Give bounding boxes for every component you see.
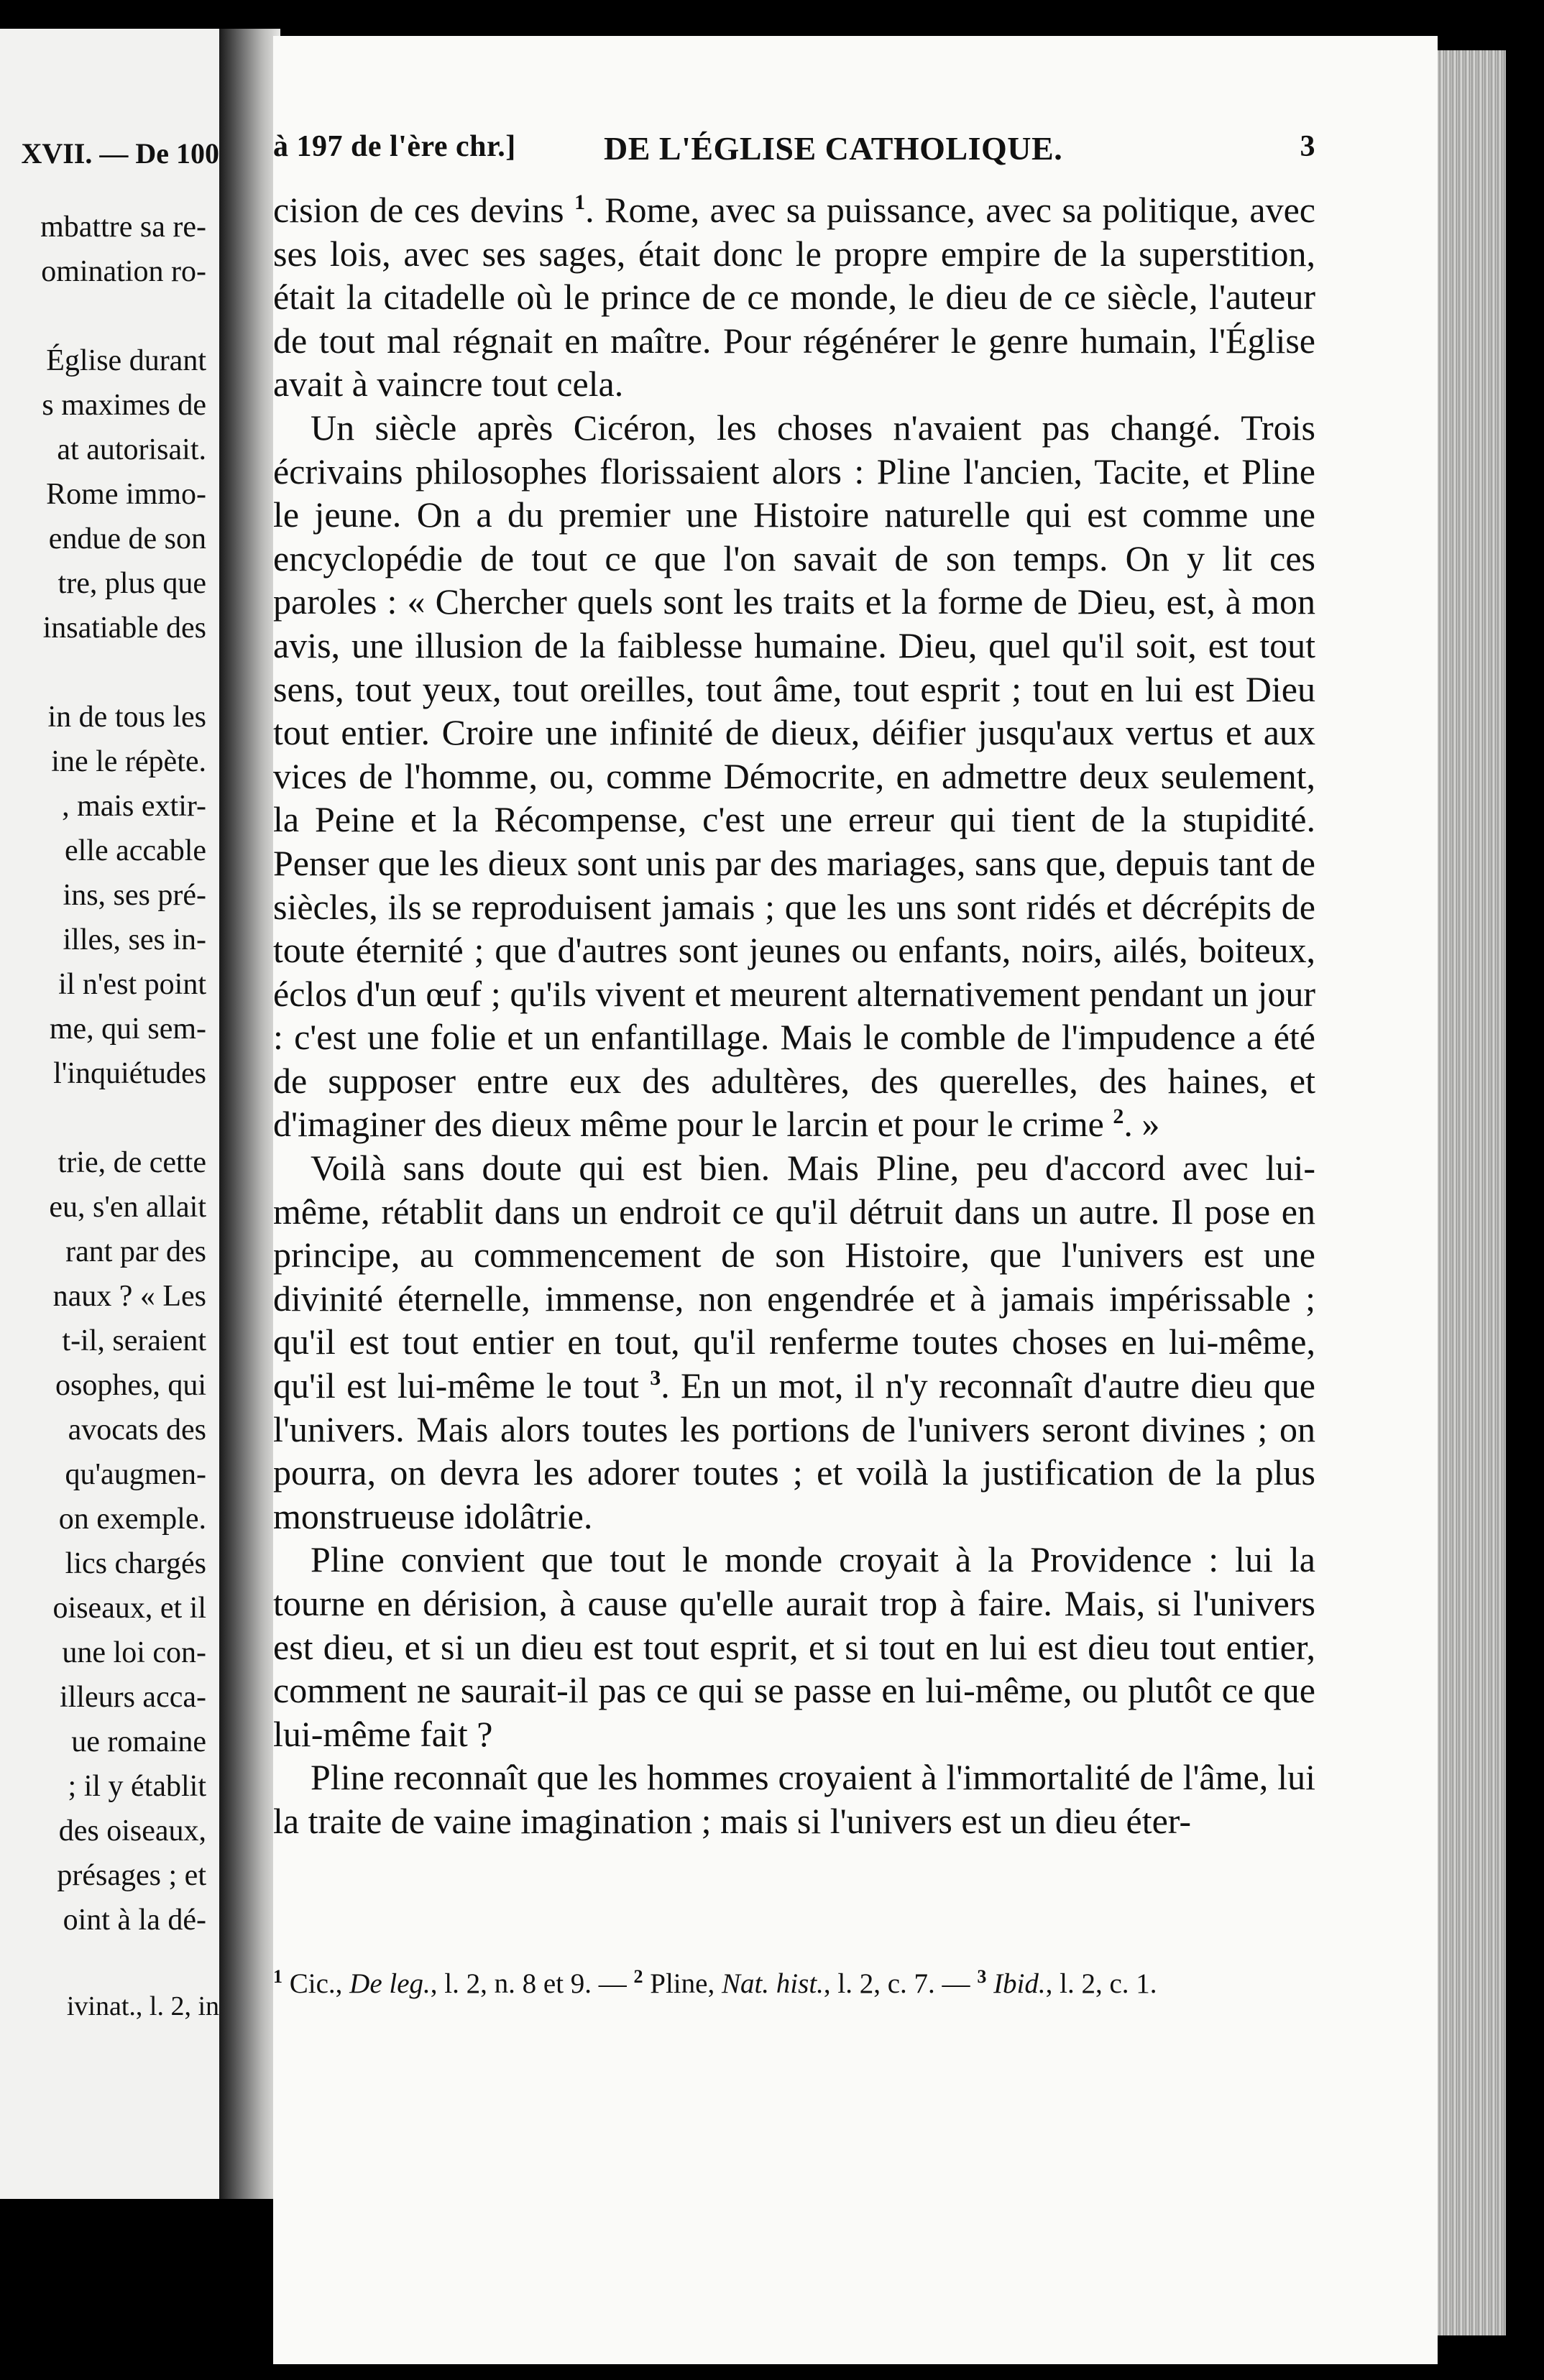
left-page-line: osophes, qui [55,1369,206,1402]
footnote-number: 1 [273,1966,282,1987]
footnote-text: , l. 2, c. 1. [1045,1968,1157,1999]
paragraph-text: Voilà sans doute qui est bien. Mais Pline, peu d'accord avec lui-même, rétablit dans un endroit ce qu'il détruit dans un autre. Il pose en principe, au commencement de son Histoire, que l'univers est une divinité éternelle, immense, non engendrée et à jamais impérissable ; qu'il est tout entier en tout, qu'il renferme toutes choses en lui-même, qu'il est lui-même le tout [273,1148,1315,1406]
page-number: 3 [1300,130,1315,163]
left-page-line: elle accable [65,834,206,867]
left-page-line: l'inquiétudes [53,1057,206,1090]
paragraph-text: Un siècle après Cicéron, les choses n'avaient pas changé. Trois écrivains philosophes florissaient alors : Pline l'ancien, Tacite, et Pline le jeune. On a du premier une Histoire naturelle qui est comme une encyclopédie de tout ce que l'on savait de son temps. On y lit ces paroles : « Chercher quels sont les traits et la forme de Dieu, est, à mon avis, une illusion de la faiblesse humaine. Dieu, quel qu'il soit, est tout sens, tout yeux, tout oreilles, tout âme, tout esprit ; tout en lui est Dieu tout entier. Croire une infinité de dieux, déifier jusqu'aux vertus et aux vices de l'homme, ou, comme Démocrite, en admettre deux seulement, la Peine et la Récompense, c'est une erreur qui tient de la stupidité. Penser que les dieux sont unis par des mariages, sans que, depuis tant de siècles, ils se reproduisent jamais ; que les uns sont ridés et décrépits de toute éternité ; que d'autres sont jeunes ou enfants, noirs, ailés, boiteux, éclos d'un œuf ; qu'ils vivent et meurent alternativement pendant un jour : c'est une folie et un enfantillage. Mais le comble de l'impudence a été de supposer entre eux des adultères, des querelles, des haines, et d'imaginer des dieux même pour le larcin et pour le crime [273,407,1315,1145]
running-head-date-range: à 197 de l'ère chr.] [273,130,516,163]
running-head [273,129,1315,180]
left-page-line: qu'augmen- [65,1458,206,1491]
footnote-item [977,1968,1157,1999]
left-page-line: in de tous les [47,701,206,734]
left-page-line: oiseaux, et il [52,1592,206,1625]
footnote-source-title: Ibid. [993,1968,1046,1999]
left-page-line [0,294,219,338]
left-page-line: Rome immo- [46,478,206,511]
left-page-line: Église durant [46,344,206,377]
footnote-text [986,1968,993,1999]
left-page-line: rant par des [65,1235,206,1268]
left-page-line: s maximes de [42,389,206,422]
left-page-line: at autorisait. [57,433,206,466]
left-page-line: omination ro- [41,255,206,288]
left-page-line: présages ; et [57,1859,206,1892]
left-page-line [0,1096,219,1140]
left-page-line: illeurs acca- [59,1681,206,1714]
left-page-header: XVII. — De 100 [21,137,219,170]
footnote-ref[interactable]: 1 [574,190,586,214]
footnote-item [634,1968,978,1999]
left-page-line: ue romaine [71,1725,206,1758]
footnote-ref[interactable]: 3 [650,1366,661,1390]
footnote-text: Pline, [643,1968,722,1999]
left-page-line: ine le répète. [51,745,206,778]
paragraph-text: . En un mot, il n'y reconnaît d'autre dieu que l'univers. Mais alors toutes les portions de l'univers seront divines ; on pourra, on devra les adorer toutes ; et voilà la justification de la plus monstrueuse idolâtrie. [273,1365,1315,1536]
left-page-line: illes, ses in- [63,923,206,956]
paragraph-text: . » [1123,1104,1160,1145]
paragraph-text: . Rome, avec sa puissance, avec sa politique, avec ses lois, avec ses sages, était donc le propre empire de la superstition, était la citadelle où le prince de ce monde, le dieu de ce siècle, l'auteur de tout mal régnait en maître. Pour régénérer le genre humain, l'Église avait à vaincre tout cela. [273,190,1315,405]
left-page-line: ; il y établit [68,1770,206,1803]
left-page-line: ins, ses pré- [63,879,206,912]
left-page-text [0,205,219,1942]
left-page-line: endue de son [48,522,206,555]
left-page-footnote: ivinat., l. 2, in [66,1991,219,2021]
running-head-title: DE L'ÉGLISE CATHOLIQUE. [604,130,1063,167]
left-page-line: lics chargés [65,1547,206,1580]
paragraph [273,1146,1315,1538]
left-page-line: insatiable des [42,612,206,645]
left-page-line: trie, de cette [58,1146,206,1179]
left-page-line: une loi con- [62,1636,206,1669]
left-page-line: naux ? « Les [52,1280,206,1313]
footnote-number: 3 [977,1966,987,1987]
left-page-line: mbattre sa re- [40,211,206,244]
footnotes [273,1965,1315,2003]
page-edges [1438,50,1506,2335]
left-page-line [0,650,219,695]
left-page-line: , mais extir- [62,790,206,823]
footnote-ref[interactable]: 2 [1113,1104,1124,1129]
footnote-source-title: De leg. [349,1968,431,1999]
footnote-source-title: Nat. hist. [721,1968,824,1999]
book-gutter [219,29,280,2199]
left-facing-page [0,29,219,2199]
left-page-line: il n'est point [58,968,206,1001]
left-page-line: on exemple. [58,1503,206,1536]
paragraph-text: Pline convient que tout le monde croyait à la Providence : lui la tourne en dérision, à cause qu'elle aurait trop à faire. Mais, si l'univers est dieu, et si un dieu est tout esprit, et si tout en lui est dieu tout entier, comment ne saurait-il pas ce qui se passe en lui-même, ou plutôt ce que lui-même fait ? [273,1539,1315,1754]
footnote-text: , l. 2, n. 8 et 9. — [430,1968,634,1999]
left-page-line: des oiseaux, [58,1814,206,1848]
footnote-text: Cic., [282,1968,350,1999]
left-page-line: eu, s'en allait [49,1191,206,1224]
paragraph-text: Pline reconnaît que les hommes croyaient à l'immortalité de l'âme, lui la traite de vaine imagination ; mais si l'univers est un dieu éter- [273,1757,1315,1841]
paragraph [273,188,1315,406]
left-page-line: avocats des [68,1413,206,1447]
paragraph [273,1538,1315,1756]
body-text [273,188,1315,1843]
paragraph [273,406,1315,1146]
footnote-text: , l. 2, c. 7. — [823,1968,978,1999]
left-page-line: oint à la dé- [63,1904,206,1937]
left-page-line: me, qui sem- [49,1013,206,1046]
paragraph-text: cision de ces devins [273,190,575,230]
left-page-line: tre, plus que [58,567,206,600]
paragraph [273,1756,1315,1842]
footnote-item [273,1968,634,1999]
footnote-number: 2 [633,1966,643,1987]
left-page-line: t-il, seraient [62,1324,206,1357]
